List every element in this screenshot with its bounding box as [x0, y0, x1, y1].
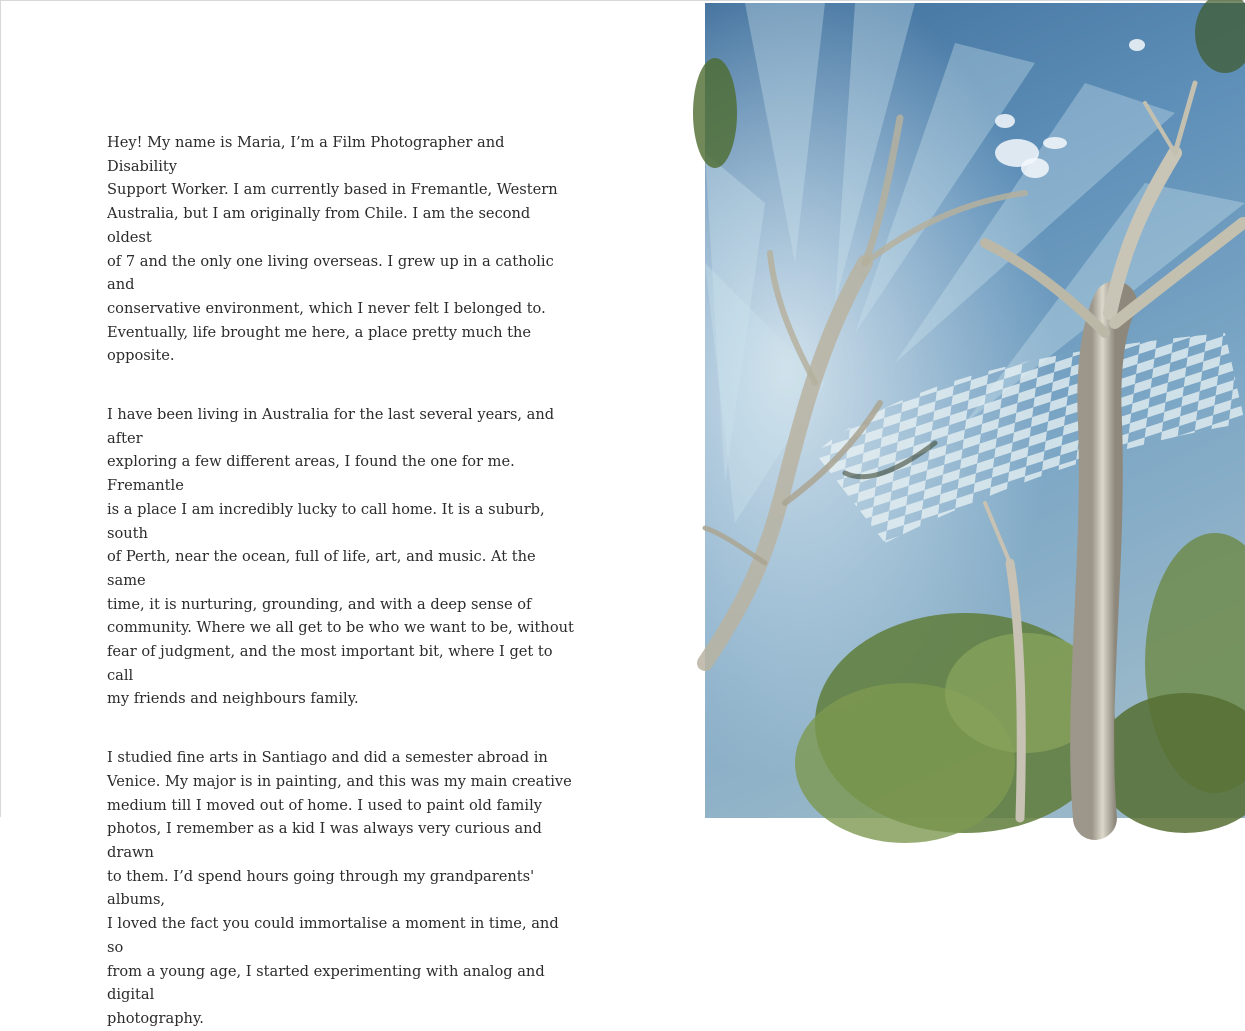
photo-double-exposure-trees: [705, 3, 1245, 818]
text-column: [107, 131, 577, 1031]
paragraph-intro: Hey! My name is Maria, I’m a Film Photographer and Disability Support Worker. I am currently based in Fremantle, Western Australia, but I am originally from Chile. I am the second oldest of 7 and the only one living overseas. I grew up in a catholic and conservative environment, which I never felt I belonged to. Eventually, life brought me here, a place pretty much the opposite.: [107, 134, 558, 365]
paragraph-studies: I studied fine arts in Santiago and did a semester abroad in Venice. My major is in painting, and this was my main creative medium till I moved out of home. I used to paint old family photos, I remember as a kid I was always very curious and drawn to them. I’d spend hours going through my grandparents' albums, I loved the fact you could immortalise a moment in time, and so from a young age, I started experimenting with analog and digital photography.: [107, 749, 572, 1027]
paragraph-fremantle: I have been living in Australia for the last several years, and after exploring a few different areas, I found the one for me. Fremantle is a place I am incredibly lucky to call home. It is a suburb, south of Perth, near the ocean, full of life, art, and music. At the same time, it is nurturing, grounding, and with a deep sense of community. Where we all get to be who we want to be, without fear of judgment, and the most important bit, where I get to call my friends and neighbours family.: [107, 406, 574, 708]
text-page: [1, 1, 705, 1027]
